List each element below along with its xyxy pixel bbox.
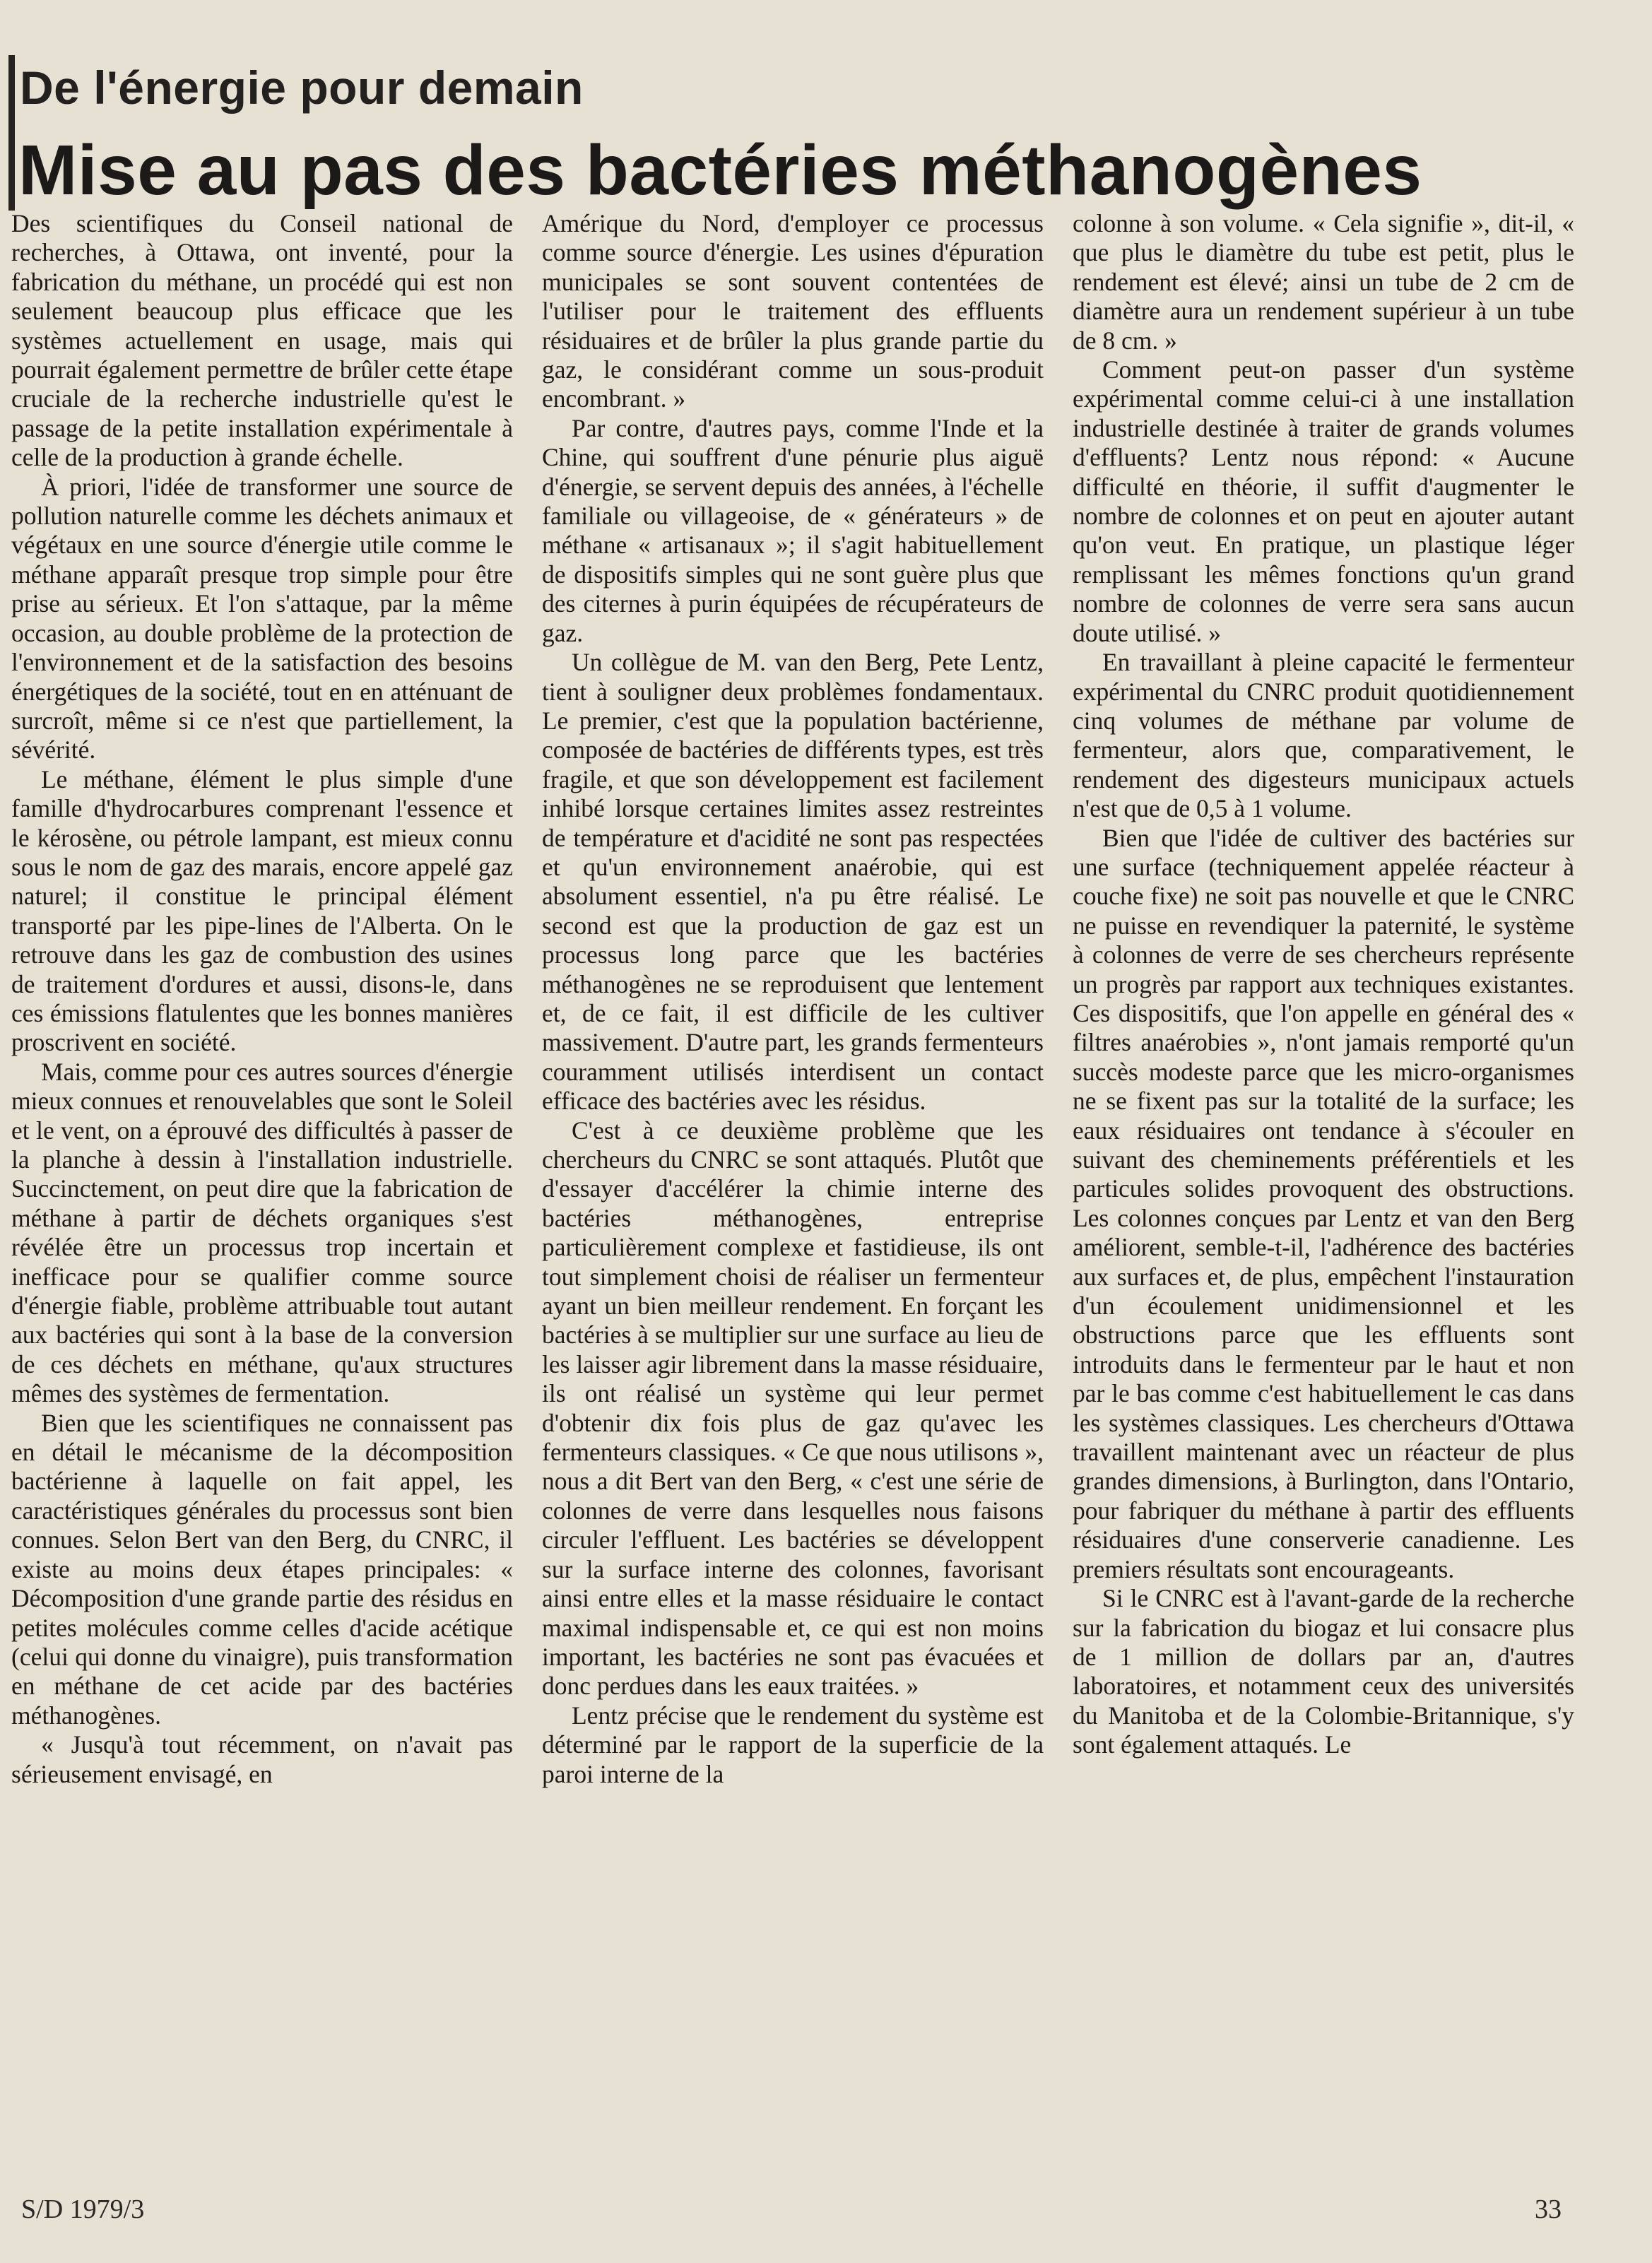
paragraph: Par contre, d'autres pays, comme l'Inde et la Chine, qui souffrent d'une pénurie plus aiguë d'énergie, se servent depuis des années, à l'échelle familiale ou villageoise, de « générateurs » de méthane « artisanaux »; il s'agit habituellement de dispositifs simples qui ne sont guère plus que des citernes à purin équipées de récupérateurs de gaz. xyxy=(542,413,1044,647)
text-column-3 xyxy=(1073,209,1574,2172)
paragraph: Le méthane, élément le plus simple d'une famille d'hydrocarbures comprenant l'essence et le kérosène, ou pétrole lampant, est mieux connu sous le nom de gaz des marais, encore appelé gaz naturel; il constitue le principal élément transporté par les pipe-lines de l'Alberta. On le retrouve dans les gaz de combustion des usines de traitement d'ordures et aussi, disons-le, dans ces émissions flatulentes que les bonnes manières proscrivent en société. xyxy=(11,764,513,1057)
paragraph: colonne à son volume. « Cela signifie », dit-il, « que plus le diamètre du tube est petit, plus le rendement est élevé; ainsi un tube de 2 cm de diamètre aura un rendement supérieur à un tube de 8 cm. » xyxy=(1073,209,1574,355)
article-headline: Mise au pas des bactéries méthanogènes xyxy=(18,131,1422,210)
paragraph: Bien que l'idée de cultiver des bactéries sur une surface (techniquement appelée réacteur à couche fixe) ne soit pas nouvelle et que le CNRC ne puisse en revendiquer la paternité, le système à colonnes de verre de ses chercheurs représente un progrès par rapport aux techniques existantes. Ces dispositifs, que l'on appelle en général des « filtres anaérobies », n'ont jamais remporté qu'un succès modeste parce que les micro-organismes ne se fixent pas sur la totalité de la surface; les eaux résiduaires ont tendance à s'écouler en suivant des cheminements préférentiels et les particules solides provoquent des obstructions. Les colonnes conçues par Lentz et van den Berg améliorent, semble-t-il, l'adhérence des bactéries aux surfaces et, de plus, empêchent l'instauration d'un écoulement unidimensionnel et les obstructions parce que les effluents sont introduits dans le fermenteur par le haut et non par le bas comme c'est habituellement le cas dans les systèmes classiques. Les chercheurs d'Ottawa travaillent maintenant avec un réacteur de plus grandes dimensions, à Burlington, dans l'Ontario, pour fabriquer du méthane à partir des effluents résiduaires d'une conserverie canadienne. Les premiers résultats sont encourageants. xyxy=(1073,823,1574,1583)
article-body xyxy=(11,209,1574,2172)
paragraph: C'est à ce deuxième problème que les chercheurs du CNRC se sont attaqués. Plutôt que d'essayer d'accélérer la chimie interne des bactéries méthanogènes, entreprise particulièrement complexe et fastidieuse, ils ont tout simplement choisi de réaliser un fermenteur ayant un bien meilleur rendement. En forçant les bactéries à se multiplier sur une surface au lieu de les laisser agir librement dans la masse résiduaire, ils ont réalisé un système qui leur permet d'obtenir dix fois plus de gaz qu'avec les fermenteurs classiques. « Ce que nous utilisons », nous a dit Bert van den Berg, « c'est une série de colonnes de verre dans lesquelles nous faisons circuler l'effluent. Les bactéries se développent sur la surface interne des colonnes, favorisant ainsi entre elles et la masse résiduaire le contact maximal indispensable et, ce qui est non moins important, les bactéries ne sont pas évacuées et donc perdues dans les eaux traitées. » xyxy=(542,1116,1044,1701)
paragraph: En travaillant à pleine capacité le fermenteur expérimental du CNRC produit quotidiennement cinq volumes de méthane par volume de fermenteur, alors que, comparativement, le rendement des digesteurs municipaux actuels n'est que de 0,5 à 1 volume. xyxy=(1073,648,1574,823)
paragraph: « Jusqu'à tout récemment, on n'avait pas sérieusement envisagé, en xyxy=(11,1730,513,1788)
paragraph: Un collègue de M. van den Berg, Pete Lentz, tient à souligner deux problèmes fondamentaux. Le premier, c'est que la population bactérienne, composée de bactéries de différents types, est très fragile, et que son développement est facilement inhibé lorsque certaines limites assez restreintes de température et d'acidité ne sont pas respectées et qu'un environnement anaérobie, qui est absolument essentiel, n'a pu être réalisé. Le second est que la production de gaz est un processus long parce que les bactéries méthanogènes ne se reproduisent que lentement et, de ce fait, il est difficile de les cultiver massivement. D'autre part, les grands fermenteurs couramment utilisés interdisent un contact efficace des bactéries avec les résidus. xyxy=(542,648,1044,1116)
text-column-2 xyxy=(542,209,1044,2172)
page-number: 33 xyxy=(1535,2194,1562,2224)
paragraph: À priori, l'idée de transformer une source de pollution naturelle comme les déchets animaux et végétaux en une source d'énergie utile comme le méthane apparaît presque trop simple pour être prise au sérieux. Et l'on s'attaque, par la même occasion, au double problème de la protection de l'environnement et de la satisfaction des besoins énergétiques de la société, tout en en atténuant de surcroît, même si ce n'est que partiellement, la sévérité. xyxy=(11,472,513,764)
paragraph: Des scientifiques du Conseil national de recherches, à Ottawa, ont inventé, pour la fabrication du méthane, un procédé qui est non seulement beaucoup plus efficace que les systèmes actuellement en usage, mais qui pourrait également permettre de brûler cette étape cruciale de la recherche industrielle qu'est le passage de la petite installation expérimentale à celle de la production à grande échelle. xyxy=(11,209,513,472)
paragraph: Lentz précise que le rendement du système est déterminé par le rapport de la superficie de la paroi interne de la xyxy=(542,1701,1044,1788)
issue-label: S/D 1979/3 xyxy=(21,2194,145,2224)
paragraph: Comment peut-on passer d'un système expérimental comme celui-ci à une installation industrielle destinée à traiter de grands volumes d'effluents? Lentz nous répond: « Aucune difficulté en théorie, il suffit d'augmenter le nombre de colonnes et on peut en ajouter autant qu'on veut. En pratique, un plastique léger remplissant les mêmes fonctions qu'un grand nombre de colonnes de verre sera sans aucun doute utilisé. » xyxy=(1073,355,1574,647)
paragraph: Bien que les scientifiques ne connaissent pas en détail le mécanisme de la décomposition bactérienne à laquelle on fait appel, les caractéristiques générales du processus sont bien connues. Selon Bert van den Berg, du CNRC, il existe au moins deux étapes principales: « Décomposition d'une grande partie des résidus en petites molécules comme celles d'acide acétique (celui qui donne du vinaigre), puis transformation en méthane de cet acide par des bactéries méthanogènes. xyxy=(11,1408,513,1730)
text-column-1 xyxy=(11,209,513,2172)
section-kicker: De l'énergie pour demain xyxy=(20,61,584,114)
header-rule xyxy=(8,55,15,211)
paragraph: Mais, comme pour ces autres sources d'énergie mieux connues et renouvelables que sont le Soleil et le vent, on a éprouvé des difficultés à passer de la planche à dessin à l'installation industrielle. Succinctement, on peut dire que la fabrication de méthane à partir de déchets organiques s'est révélée être un processus trop incertain et inefficace pour se qualifier comme source d'énergie fiable, problème attribuable tout autant aux bactéries qui sont à la base de la conversion de ces déchets en méthane, qu'aux structures mêmes des systèmes de fermentation. xyxy=(11,1057,513,1408)
paragraph: Amérique du Nord, d'employer ce processus comme source d'énergie. Les usines d'épuration municipales se sont souvent contentées de l'utiliser pour le traitement des effluents résiduaires et de brûler la plus grande partie du gaz, le considérant comme un sous-produit encombrant. » xyxy=(542,209,1044,413)
paragraph: Si le CNRC est à l'avant-garde de la recherche sur la fabrication du biogaz et lui consacre plus de 1 million de dollars par an, d'autres laboratoires, et notamment ceux des universités du Manitoba et de la Colombie-Britannique, s'y sont également attaqués. Le xyxy=(1073,1584,1574,1759)
